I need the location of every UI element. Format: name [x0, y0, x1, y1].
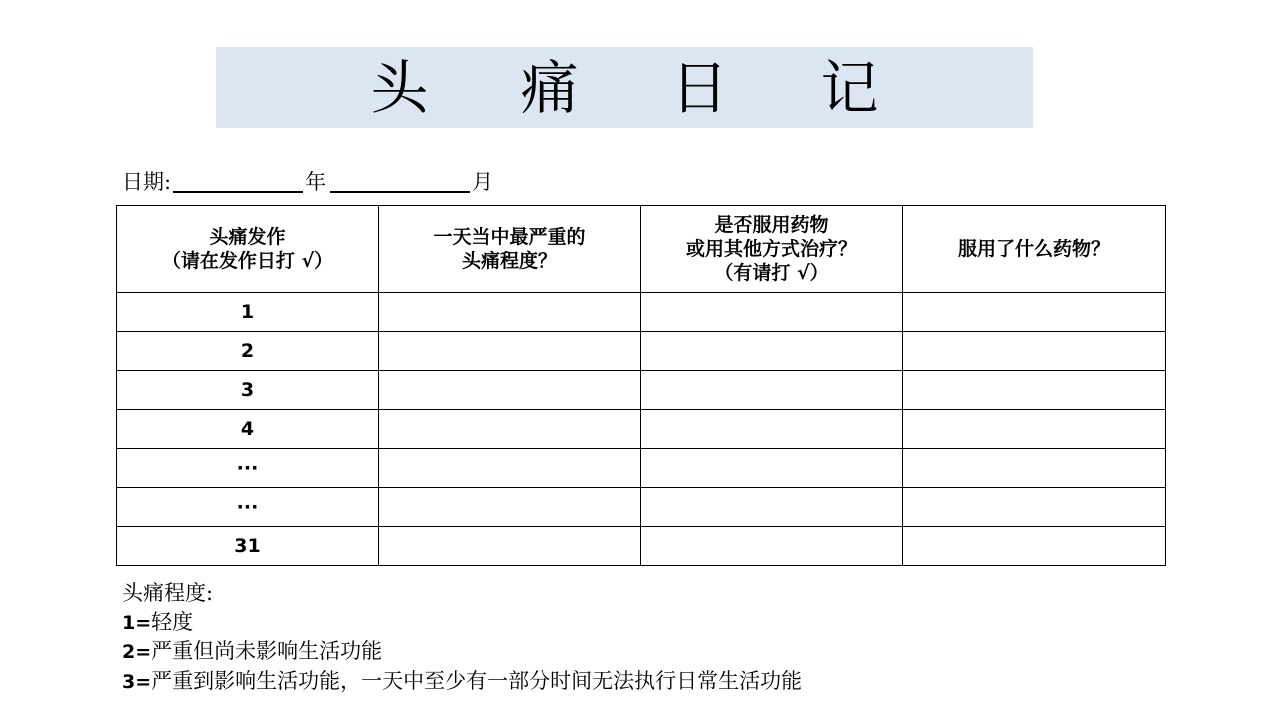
treatment-cell[interactable]	[641, 527, 903, 566]
table-row	[117, 371, 1166, 410]
title-banner	[216, 47, 1033, 128]
date-label: 日期:	[122, 170, 172, 194]
headache-diary-table	[116, 205, 1166, 566]
treatment-cell[interactable]	[641, 332, 903, 371]
legend-title: 头痛程度:	[122, 581, 214, 605]
legend-item	[122, 608, 802, 638]
treatment-cell[interactable]	[641, 371, 903, 410]
table-row	[117, 527, 1166, 566]
severity-cell[interactable]	[379, 332, 641, 371]
day-cell[interactable]: 1	[117, 293, 379, 332]
year-label: 年	[305, 170, 327, 194]
title-char: 记	[820, 53, 879, 122]
title-char: 日	[670, 53, 729, 122]
year-blank-field[interactable]	[173, 169, 303, 193]
table-header-row	[117, 206, 1166, 293]
title-char: 头	[370, 53, 429, 122]
date-line	[122, 168, 493, 196]
medication-cell[interactable]	[903, 293, 1166, 332]
legend-item-text: 严重到影响生活功能，一天中至少有一部分时间无法执行日常生活功能	[151, 668, 803, 693]
medication-cell[interactable]	[903, 527, 1166, 566]
day-cell[interactable]: ···	[117, 449, 379, 488]
medication-cell[interactable]	[903, 449, 1166, 488]
medication-cell[interactable]	[903, 332, 1166, 371]
treatment-cell[interactable]	[641, 488, 903, 527]
severity-cell[interactable]	[379, 449, 641, 488]
severity-cell[interactable]	[379, 527, 641, 566]
header-line: 或用其他方式治疗？	[685, 238, 857, 260]
severity-cell[interactable]	[379, 371, 641, 410]
table-row	[117, 293, 1166, 332]
treatment-cell[interactable]	[641, 293, 903, 332]
month-blank-field[interactable]	[330, 169, 470, 193]
medication-cell[interactable]	[903, 410, 1166, 449]
medication-cell[interactable]	[903, 488, 1166, 527]
day-cell[interactable]: 3	[117, 371, 379, 410]
header-line: 头痛发作	[209, 226, 286, 248]
day-cell[interactable]: 4	[117, 410, 379, 449]
header-severity	[379, 206, 641, 293]
header-line: （有请打 √）	[714, 262, 829, 284]
table-row	[117, 449, 1166, 488]
header-line: 服用了什么药物？	[957, 238, 1110, 260]
legend-item-text: 严重但尚未影响生活功能	[151, 639, 383, 663]
table-row	[117, 488, 1166, 527]
severity-cell[interactable]	[379, 488, 641, 527]
legend-item	[122, 667, 802, 697]
title-char: 痛	[520, 53, 579, 122]
day-cell[interactable]: 2	[117, 332, 379, 371]
legend-item-text: 轻度	[151, 609, 194, 634]
table-row	[117, 410, 1166, 449]
month-label: 月	[472, 170, 494, 194]
treatment-cell[interactable]	[641, 449, 903, 488]
medication-cell[interactable]	[903, 371, 1166, 410]
table-row	[117, 332, 1166, 371]
severity-cell[interactable]	[379, 410, 641, 449]
header-line: 一天当中最严重的	[433, 226, 586, 248]
header-treatment	[641, 206, 903, 293]
header-line: 是否服用药物	[714, 214, 829, 236]
severity-legend	[122, 579, 802, 696]
legend-item-number: 3=	[122, 670, 152, 693]
legend-item-number: 2=	[122, 641, 152, 663]
header-line: （请在发作日打 √）	[161, 250, 334, 272]
header-line: 头痛程度？	[461, 250, 557, 272]
severity-cell[interactable]	[379, 293, 641, 332]
day-cell[interactable]: ···	[117, 488, 379, 527]
legend-item-number: 1=	[122, 611, 152, 634]
treatment-cell[interactable]	[641, 410, 903, 449]
header-onset	[117, 206, 379, 293]
header-medication	[903, 206, 1166, 293]
legend-item	[122, 637, 802, 667]
day-cell[interactable]: 31	[117, 527, 379, 566]
